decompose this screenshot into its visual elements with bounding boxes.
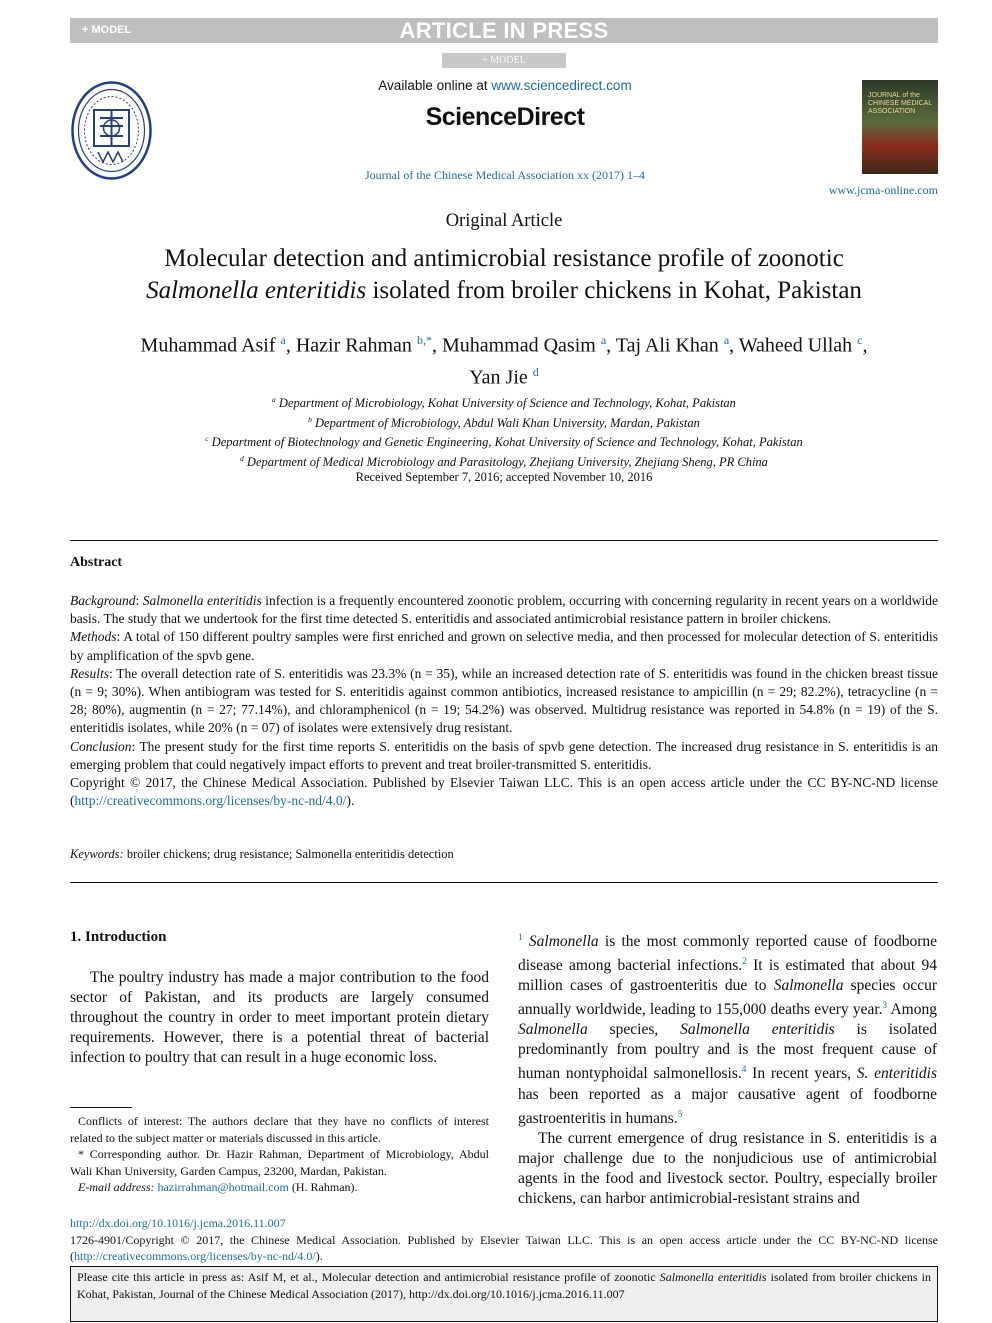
article-title <box>70 243 938 307</box>
footnote-rule <box>70 1107 132 1108</box>
intro-paragraph-1: The poultry industry has made a major contribution to the food sector of Pakistan, and its products are largely consumed throughout the country in order to meet important protein dietary requirements. However, there is a potential threat of bacterial infection to poultry that can result in a huge economic loss. <box>70 969 489 1066</box>
email-link[interactable]: hazirrahman@hotmail.com <box>157 1180 289 1194</box>
affiliation-item <box>70 431 938 451</box>
methods-text: A total of 150 different poultry samples were first enriched and grown on selective media, and then processed for molecular detection of S. enteritidis by amplification of the spvb gene. <box>70 629 938 663</box>
cite-text <box>77 1269 931 1303</box>
copyright-end: ). <box>346 793 355 809</box>
footnotes <box>70 1113 489 1196</box>
section-heading-introduction: 1. Introduction <box>70 929 167 945</box>
cite-rest: isolated from broiler chickens in Kohat, Pakistan, Journal of the Chinese Medical Association (2017), http://dx.doi.org/10.1016/j.jcma.2016.11.007 <box>77 1270 932 1301</box>
author-affil-sup[interactable]: c <box>857 333 863 347</box>
license-link[interactable]: http://creativecommons.org/licenses/by-nc-nd/4.0/ <box>74 793 347 809</box>
author: Yan Jie <box>469 366 528 389</box>
abstract-methods: Methods: A total of 150 different poultry samples were first enriched and grown on selective media, and then processed for molecular detection of S. enteritidis by amplification of the spvb gene. <box>70 629 938 663</box>
keywords <box>70 847 938 862</box>
article-in-press-banner <box>70 18 938 43</box>
banner-title: ARTICLE IN PRESS <box>399 18 609 43</box>
title-organism: Salmonella enteritidis <box>146 277 367 304</box>
doi-copyright-block <box>70 1215 938 1265</box>
affil-sup: a <box>272 395 276 404</box>
affiliation-item <box>70 451 938 471</box>
available-prefix: Available online at <box>378 78 492 93</box>
organism-name: Salmonella enteritidis <box>142 593 262 608</box>
author-list: Muhammad Asif $^a$, Hazir Rahman $^{b,*}$, Muhammad Qasim $^a$, Taj Ali Khan $^a$, Waheed Ullah $^c$, Yan Jie $^d$ <box>140 333 868 389</box>
author-affil-sup[interactable]: a <box>723 333 730 347</box>
model-box: + MODEL <box>442 53 566 68</box>
cite-organism: Salmonella enteritidis <box>659 1270 767 1284</box>
abstract-results: Results: The overall detection rate of S. enteritidis was 23.3% (n = 35), while an increased detection rate of S. enteritidis was found in the chicken breast tissue (n = 9; 30%). When antibiogram was tested for S. enteritidis against common antibiotics, increased resistance to ampicillin (n = 29; 82.2%), tetracycline (n = 28; 80%), augmentin (n = 27; 77.14%), and chloramphenicol (n = 19; 54.2%) was observed. Multidrug resistance was reported in 54.8% (n = 19) of the S. enteritidis isolates, while 20% (n = 07) of isolates were extensively drug resistant. <box>70 665 939 736</box>
affil-text: Department of Biotechnology and Genetic Engineering, Kohat University of Science and Technology, Kohat, Pakistan <box>211 435 803 450</box>
keywords-text: broiler chickens; drug resistance; Salmonella enteritidis detection <box>126 847 454 861</box>
available-online <box>300 78 710 93</box>
email-footnote <box>70 1179 489 1196</box>
results-text: The overall detection rate of S. enteritidis was 23.3% (n = 35), while an increased detection rate of S. enteritidis was found in the chicken breast tissue (n = 9; 30%). When antibiogram was tested for S. enteritidis against common antibiotics, increased resistance to ampicillin (n = 29; 82.2%), tetracycline (n = 28; 80%), augmentin (n = 27; 77.14%), and chloramphenicol (n = 19; 54.2%) was observed. Multidrug resistance was reported in 54.8% (n = 19) of the S. enteritidis isolates, while 20% (n = 07) of isolates were extensively drug resistant. <box>70 665 939 736</box>
author: Taj Ali Khan <box>615 334 719 357</box>
article-type: Original Article <box>445 211 563 231</box>
affiliation-item <box>70 392 938 412</box>
author-affil-sup[interactable]: b,* <box>416 333 432 347</box>
cover-title: JOURNAL of the CHINESE MEDICAL ASSOCIATION <box>868 92 932 115</box>
conflicts-footnote: Conflicts of interest: The authors declare that they have no conflicts of interest related to the subject matter or materials discussed in this article. <box>70 1114 489 1145</box>
bottom-copyright-end: ). <box>315 1249 323 1263</box>
sciencedirect-wordmark: ScienceDirect <box>425 103 585 131</box>
author: Waheed Ullah <box>738 334 853 357</box>
bottom-copyright: 1726-4901/Copyright © 2017, the Chinese Medical Association. Published by Elsevier Taiwan LLC. This is an open access article under the CC BY-NC-ND license ( <box>70 1232 938 1263</box>
affil-text: Department of Medical Microbiology and Parasitology, Zhejiang University, Zhejiang Sheng, PR China <box>246 455 768 470</box>
abstract-conclusion: Conclusion: The present study for the first time reports S. enteritidis on the basis of spvb gene detection. The increased drug resistance in S. enteritidis is an emerging problem that could negatively impact efforts to prevent and treat broiler-transmitted S. enteritidis. <box>70 738 938 772</box>
intro-paragraph-2: The current emergence of drug resistance in S. enteritidis is a major challenge due to the nonjudicious use of antimicrobial agents in the food and livestock sector. Poultry, especially broiler chickens, can harbor antimicrobial-resistant strains and <box>518 1129 937 1207</box>
results-label: Results <box>70 665 109 681</box>
affil-text: Department of Microbiology, Abdul Wali Khan University, Mardan, Pakistan <box>315 415 700 430</box>
author-affil-sup[interactable]: a <box>600 333 607 347</box>
copyright-text: Copyright © 2017, the Chinese Medical Association. Published by Elsevier Taiwan LLC. This is an open access article under the CC BY-NC-ND license ( <box>70 775 938 809</box>
affil-sup: c <box>205 434 209 444</box>
abstract-top-rule <box>70 540 938 541</box>
affil-text: Department of Microbiology, Kohat University of Science and Technology, Kohat, Pakistan <box>278 396 736 411</box>
doi-link[interactable]: http://dx.doi.org/10.1016/j.jcma.2016.11.007 <box>70 1216 286 1230</box>
intro-paragraph-1-cont: $^1$ Salmonella is the most commonly reported cause of foodborne disease among bacterial infections.$^2$ It is estimated that about 94 million cases of gastroenteritis due to Salmonella species occur annually worldwide, leading to 155,000 deaths every year.$^3$ Among Salmonella species, Salmonella enteritidis is isolated predominantly from poultry and is the most frequent cause of human nontyphoidal salmonellosis.$^4$ In recent years, S. enteritidis has been reported as a major causative agent of foodborne gastroenteritis in humans.$^5$ <box>518 933 938 1127</box>
cite-this-article-box <box>70 1266 938 1322</box>
author-affil-sup[interactable]: a <box>280 333 286 347</box>
cite-prefix: Please cite this article in press as: Asif M, et al., Molecular detection and antimicrobial resistance profile of zoonotic <box>77 1270 660 1284</box>
received-dates: Received September 7, 2016; accepted November 10, 2016 <box>355 470 653 484</box>
author: Muhammad Qasim <box>441 334 596 357</box>
email-name: (H. Rahman). <box>288 1180 358 1194</box>
journal-url-link[interactable]: www.jcma-online.com <box>828 183 938 197</box>
author-affil-sup[interactable]: d <box>532 364 539 379</box>
bottom-license-link[interactable]: http://creativecommons.org/licenses/by-nc-nd/4.0/ <box>74 1249 316 1263</box>
model-tag: + MODEL <box>82 24 132 36</box>
abstract-bottom-rule <box>70 882 938 883</box>
cma-seal-logo <box>70 80 153 181</box>
affiliation-item <box>70 412 938 432</box>
keywords-label: Keywords: <box>70 847 124 861</box>
journal-cover-image <box>862 80 938 174</box>
email-label: E-mail address: <box>78 1180 155 1194</box>
abstract-heading: Abstract <box>70 555 123 570</box>
abstract-background: Background: Salmonella enteritidis infection is a frequently encountered zoonotic problem, occurring with concerning regularity in recent years on a worldwide basis. The study that we undertook for the first time detected S. enteritidis and associated antimicrobial resistance pattern in broiler chickens. <box>70 593 938 627</box>
affiliations <box>70 392 938 471</box>
affil-sup: b <box>308 414 312 424</box>
title-line-2: isolated from broiler chickens in Kohat, Pakistan <box>366 277 862 304</box>
sciencedirect-link[interactable]: www.sciencedirect.com <box>491 78 632 93</box>
methods-label: Methods <box>70 629 117 645</box>
author: Muhammad Asif <box>140 334 276 357</box>
intro-column-right <box>518 928 937 1209</box>
abstract-body <box>70 592 938 810</box>
conclusion-label: Conclusion <box>70 738 132 754</box>
title-line-1: Molecular detection and antimicrobial resistance profile of zoonotic <box>164 245 844 272</box>
conclusion-text: The present study for the first time reports S. enteritidis on the basis of spvb gene detection. The increased drug resistance in S. enteritidis is an emerging problem that could negatively impact efforts to prevent and treat broiler-transmitted S. enteritidis. <box>70 738 938 772</box>
background-text: infection is a frequently encountered zoonotic problem, occurring with concerning regularity in recent years on a worldwide basis. The study that we undertook for the first time detected S. enteritidis and associated antimicrobial resistance pattern in broiler chickens. <box>70 593 938 627</box>
affil-sup: d <box>240 453 244 463</box>
abstract-copyright <box>70 774 938 810</box>
journal-citation-line[interactable]: Journal of the Chinese Medical Association xx (2017) 1–4 <box>365 168 645 182</box>
background-label: Background <box>70 593 136 608</box>
intro-column-left <box>70 968 489 1068</box>
author: Hazir Rahman <box>295 334 412 357</box>
corresponding-footnote: * Corresponding author. Dr. Hazir Rahman, Department of Microbiology, Abdul Wali Khan University, Garden Campus, 23200, Mardan, Pakistan. <box>70 1147 489 1178</box>
